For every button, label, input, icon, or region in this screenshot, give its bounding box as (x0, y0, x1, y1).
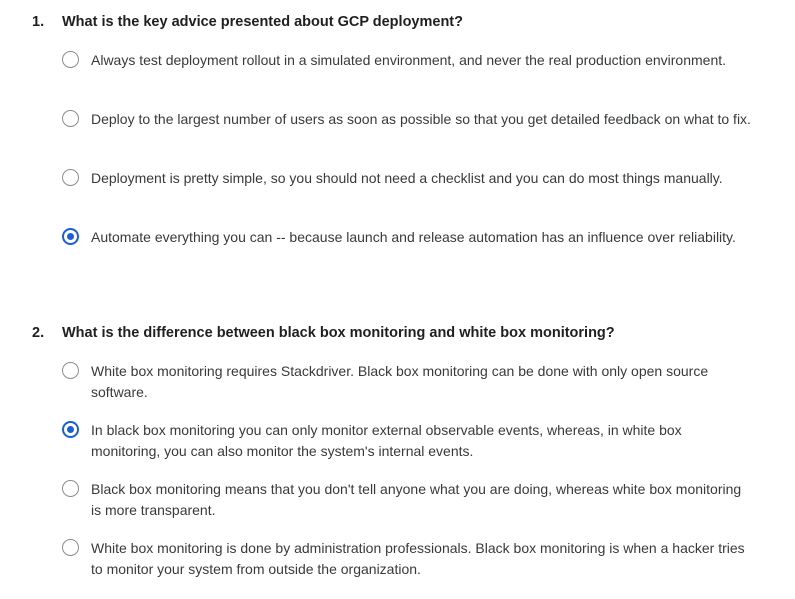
radio-button[interactable] (62, 51, 79, 68)
option-label: Automate everything you can -- because launch and release automation has an influence over reliability. (91, 229, 736, 245)
question-2-option-1[interactable] (62, 361, 762, 403)
radio-button[interactable] (62, 539, 79, 556)
radio-button-selected[interactable] (62, 228, 79, 245)
radio-button[interactable] (62, 169, 79, 186)
option-label: White box monitoring requires Stackdriver. Black box monitoring can be done with only open source software. (91, 363, 709, 400)
option-label: Deployment is pretty simple, so you should not need a checklist and you can do most things manually. (91, 170, 723, 186)
option-label: Always test deployment rollout in a simulated environment, and never the real production environment. (91, 52, 727, 68)
question-1-option-1[interactable] (62, 50, 762, 71)
option-label: In black box monitoring you can only monitor external observable events, whereas, in white box monitoring, you can also monitor the system's internal events. (91, 422, 682, 459)
radio-button[interactable] (62, 362, 79, 379)
question-1-option-4[interactable] (62, 227, 762, 248)
question-2-option-2[interactable] (62, 420, 762, 462)
question-number: 1. (32, 14, 45, 30)
option-label: Deploy to the largest number of users as soon as possible so that you get detailed feedback on what to fix. (91, 111, 751, 127)
question-2-option-3[interactable] (62, 479, 762, 521)
question-1-header (32, 12, 463, 32)
question-2-header (32, 323, 615, 343)
question-text: What is the difference between black box monitoring and white box monitoring? (62, 325, 615, 341)
question-1-option-2[interactable] (62, 109, 762, 130)
option-label: White box monitoring is done by administration professionals. Black box monitoring is when a hacker tries to monitor your system from outside the organization. (91, 540, 745, 577)
question-1-option-3[interactable] (62, 168, 762, 189)
question-number: 2. (32, 325, 45, 341)
radio-button[interactable] (62, 480, 79, 497)
radio-button-selected[interactable] (62, 421, 79, 438)
question-text: What is the key advice presented about GCP deployment? (62, 14, 463, 30)
option-label: Black box monitoring means that you don't tell anyone what you are doing, whereas white box monitoring is more transparent. (91, 481, 742, 518)
radio-button[interactable] (62, 110, 79, 127)
question-2-option-4[interactable] (62, 538, 762, 580)
